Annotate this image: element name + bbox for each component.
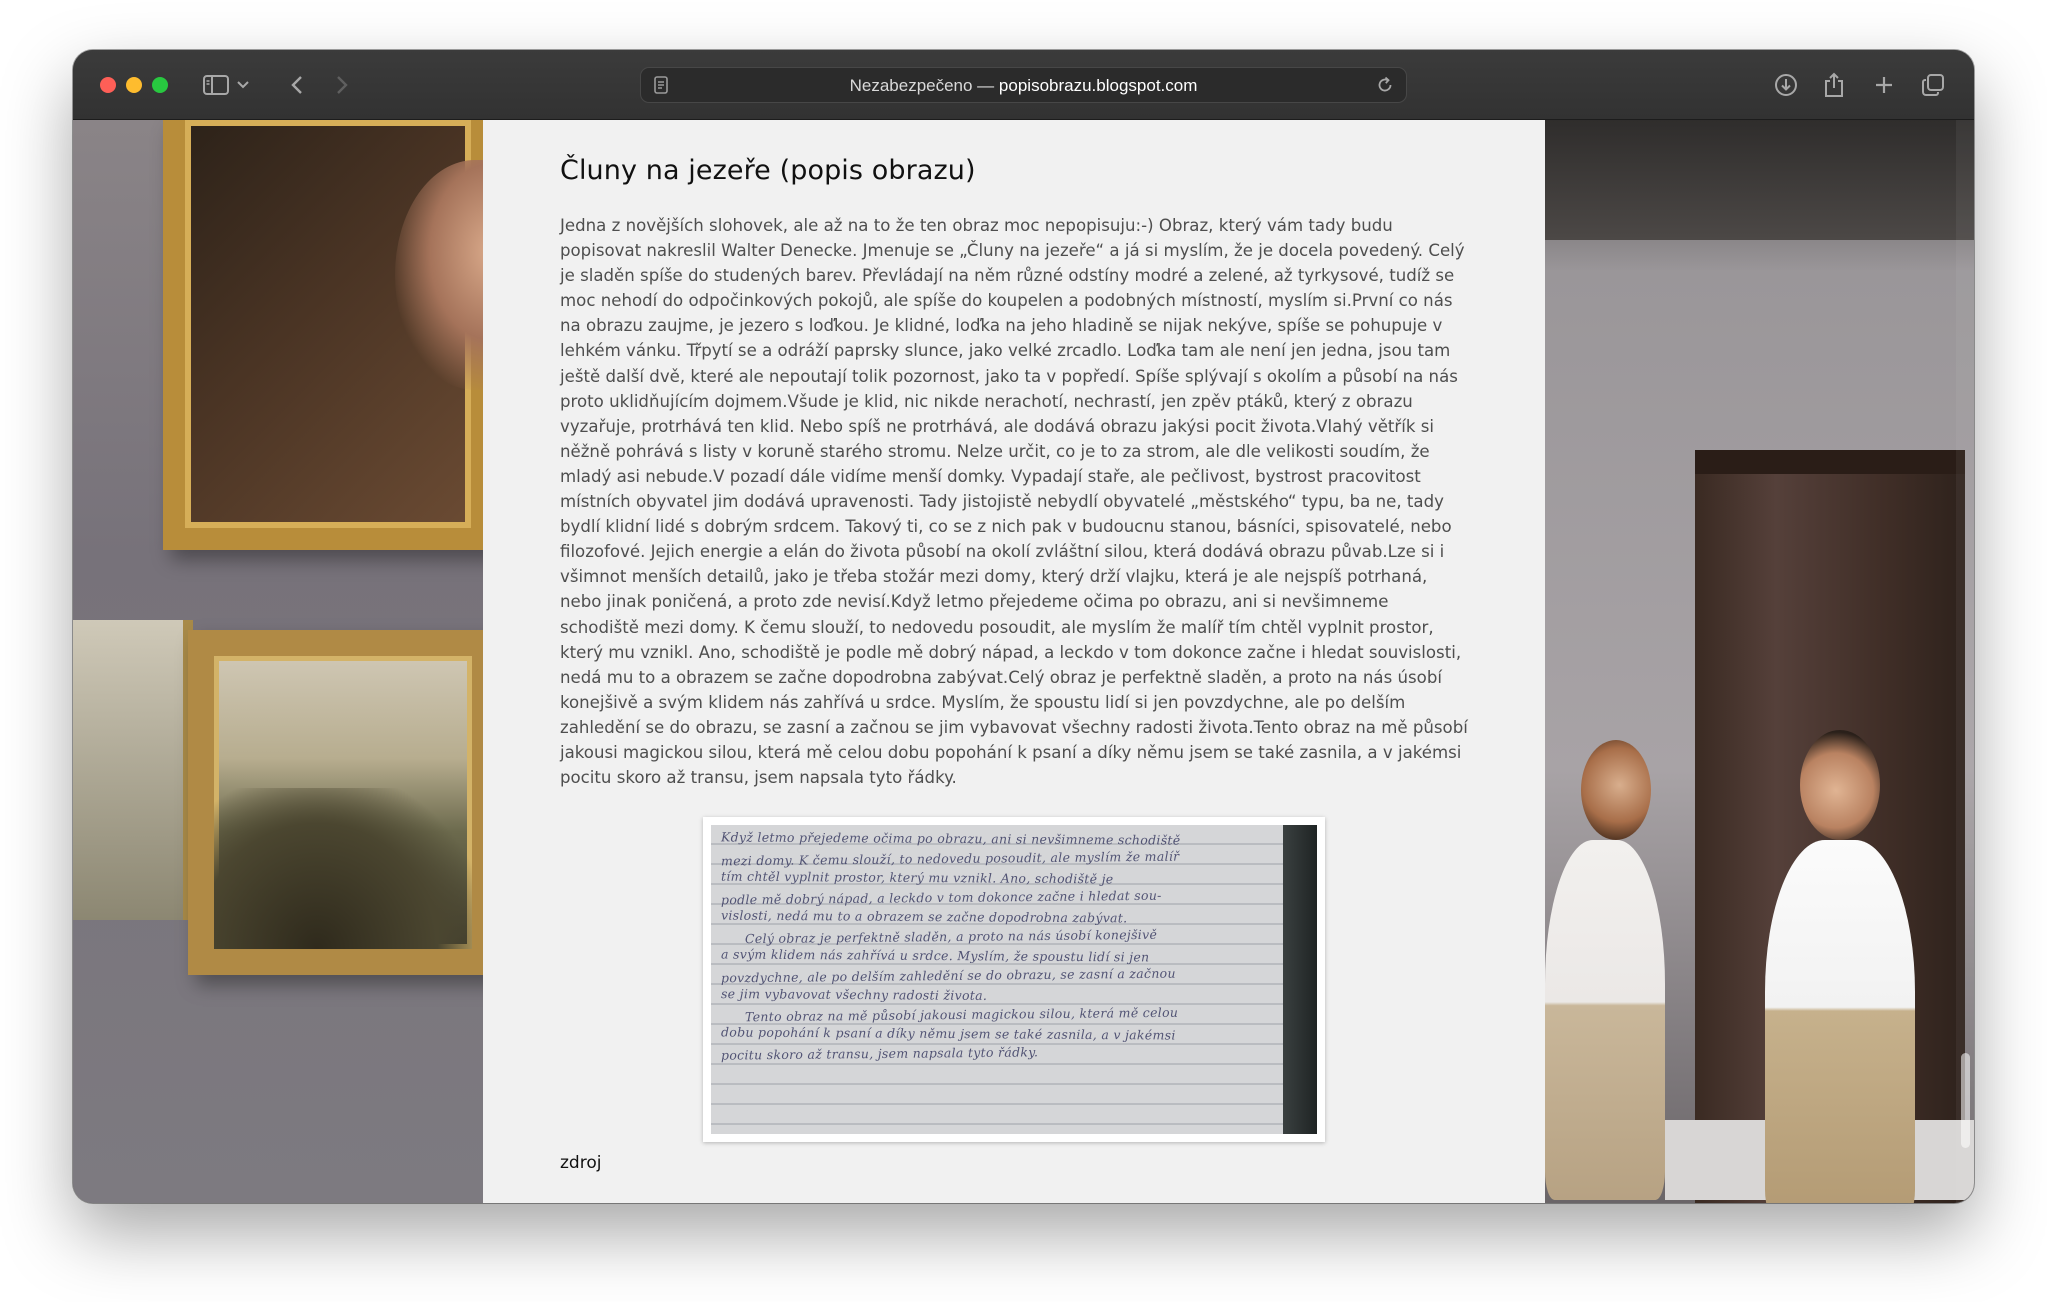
url-security-label: Nezabezpečeno — — [849, 76, 999, 95]
portrait-painting — [163, 120, 483, 550]
gallery-ceiling — [1545, 120, 1974, 240]
handwritten-line: dobu popohání k psaní a díky němu jsem se také zasnila, a v jakémsi — [720, 1024, 1176, 1043]
handwritten-line: Celý obraz je perfektně sladěn, a proto na nás úsobí konejšivě — [744, 926, 1158, 946]
maximize-button[interactable] — [152, 77, 168, 93]
new-tab-icon[interactable] — [1867, 68, 1901, 102]
handwritten-line: vislosti, nedá mu to a obrazem se začne dopodrobna zabývat. — [720, 907, 1128, 926]
handwritten-line: Tento obraz na mě působí jakousi magickou silou, která mě celou — [744, 1004, 1179, 1024]
address-bar[interactable] — [640, 67, 1407, 103]
page-viewport — [73, 120, 1974, 1203]
close-button[interactable] — [100, 77, 116, 93]
portrait-figure — [395, 160, 483, 390]
man-figure — [1765, 840, 1915, 1203]
notebook-photo[interactable] — [703, 817, 1325, 1142]
background-gallery-left — [73, 120, 483, 1203]
woman-head — [1581, 740, 1651, 840]
post-body: Jedna z novějších slohovek, ale až na to že ten obraz moc nepopisuju:-) Obraz, který vám tady budu popisovat nakreslil Walter Denecke. Jmenuje se „Čluny na jezeře“ a já si myslím, že je docela povedený. Celý je sladěn spíše do studených barev. Převládají na něm různé odstíny modré a zelené, až tyrkysové, tudíž se moc nehodí do odpočinkových pokojů, ale spíše do koupelen a podobných místností, myslím si.První co nás na obrazu zaujme, je jezero s loďkou. Je klidné, loďka na jeho hladině se nijak nekýve, spíše se pohupuje v lehkém vánku. Třpytí se a odráží paprsky slunce, jako velké zrcadlo. Loďka tam ale není jen jedna, jsou tam ještě další dvě, které ale nepoutají tolik pozornost, jako ta v popředí. Spíše splývají s okolím a působí na nás proto uklidňujícím dojmem.Všude je klid, nic nikde nerachotí, nechrastí, jen zpěv ptáků, který z obrazu vyzařuje, protrhává ten klid. Nebo spíš ne protrhává, ale dodává obrazu jakýsi pocit života.Vlahý větřík si něžně pohrává s listy v koruně starého stromu. Nelze určit, co je to za strom, ale dle velikosti soudím, že mladý asi nebude.V pozadí dále vidíme menší domky. Vypadají staře, ale pečlivost, bystrost pracovitost místních obyvatel jim dodává upravenosti. Tady jistojistě nebydlí obyvatelé „městského“ typu, ba ne, tady bydlí klidní lidé s dobrým srdcem. Takový ti, co se z nich pak v budoucnu stanou, básníci, spisovatelé, nebo filozofové. Jejich energie a elán do života působí na okolí zvláštní silou, která dodává obrazu půvab.Lze si i všimnot menších detailů, jako je třeba stožár mezi domy, který drží vlajku, která je ale nejspíš potrhaná, nebo jinak poničená, a proto zde nevisí.Když letmo přejedeme očima po obrazu, ani si nevšimneme schodiště mezi domy. K čemu slouží, to nedovedu posoudit, ale myslím že malíř tím chtěl vyplnit prostor, který mu vznikl. Ano, schodiště je podle mě dobrý nápad, a leckdo v tom dokonce začne i hledat souvislosti, nedá mu to a obrazem se začne dopodrobna zabývat.Celý obraz je perfektně sladěn, a proto na nás úsobí konejšivě a svým klidem nás zahřívá u srdce. Myslím, že spoustu lidí si jen povzdychne, ale po delším zahledění se do obrazu, se zasní a začnou se jim vybavovat všechny radosti života.Tento obraz na mě působí jakousi magickou silou, která mě celou dobu popohání k psaní a díky němu jsem se také zasnila, a v jakémsi pocitu skoro až transu, jsem napsala tyto řádky. — [560, 216, 1468, 788]
reload-icon[interactable] — [1376, 75, 1394, 99]
back-icon[interactable] — [280, 68, 314, 102]
forward-icon[interactable] — [325, 68, 359, 102]
sidebar-icon[interactable] — [199, 68, 233, 102]
handwritten-line: tím chtěl vyplnit prostor, který mu vznikl. Ano, schodiště je — [720, 868, 1114, 887]
source-link[interactable]: zdroj — [560, 1153, 602, 1173]
notebook-spine — [1283, 825, 1317, 1134]
scrollbar-thumb[interactable] — [1961, 1053, 1970, 1148]
browser-toolbar — [73, 50, 1974, 120]
tab-overview-icon[interactable] — [1916, 68, 1950, 102]
landscape-painting — [188, 630, 483, 975]
download-icon[interactable] — [1769, 68, 1803, 102]
post-content — [483, 120, 1545, 1203]
notebook-page — [711, 825, 1317, 1134]
background-gallery-right — [1545, 120, 1974, 1203]
handwritten-line: mezi domy. K čemu slouží, to nedovedu posoudit, ale myslím že malíř — [720, 848, 1180, 868]
url-host: popisobrazu.blogspot.com — [998, 76, 1198, 95]
handwritten-line: pocitu skoro až transu, jsem napsala tyto řádky. — [720, 1043, 1039, 1063]
post-title: Čluny na jezeře (popis obrazu) — [560, 155, 976, 186]
small-painting — [73, 620, 193, 920]
landscape-hill — [214, 788, 472, 949]
minimize-button[interactable] — [126, 77, 142, 93]
handwritten-line: Když letmo přejedeme očima po obrazu, ani si nevšimneme schodiště — [720, 829, 1181, 848]
chevron-down-icon[interactable] — [233, 68, 253, 102]
address-text[interactable] — [641, 76, 1406, 96]
man-head — [1800, 730, 1880, 840]
handwritten-line: a svým klidem nás zahřívá u srdce. Myslím, že spoustu lidí si jen — [720, 946, 1150, 965]
share-icon[interactable] — [1817, 68, 1851, 102]
woman-figure — [1545, 840, 1665, 1200]
scrollbar-track[interactable] — [1956, 120, 1974, 1203]
handwritten-line: se jim vybavovat všechny radosti života. — [720, 986, 988, 1003]
handwritten-line: podle mě dobrý nápad, a leckdo v tom dokonce začne i hledat sou- — [720, 887, 1162, 907]
browser-window — [73, 50, 1974, 1203]
handwritten-line: povzdychne, ale po delším zahledění se do obrazu, se zasní a začnou — [720, 965, 1176, 985]
